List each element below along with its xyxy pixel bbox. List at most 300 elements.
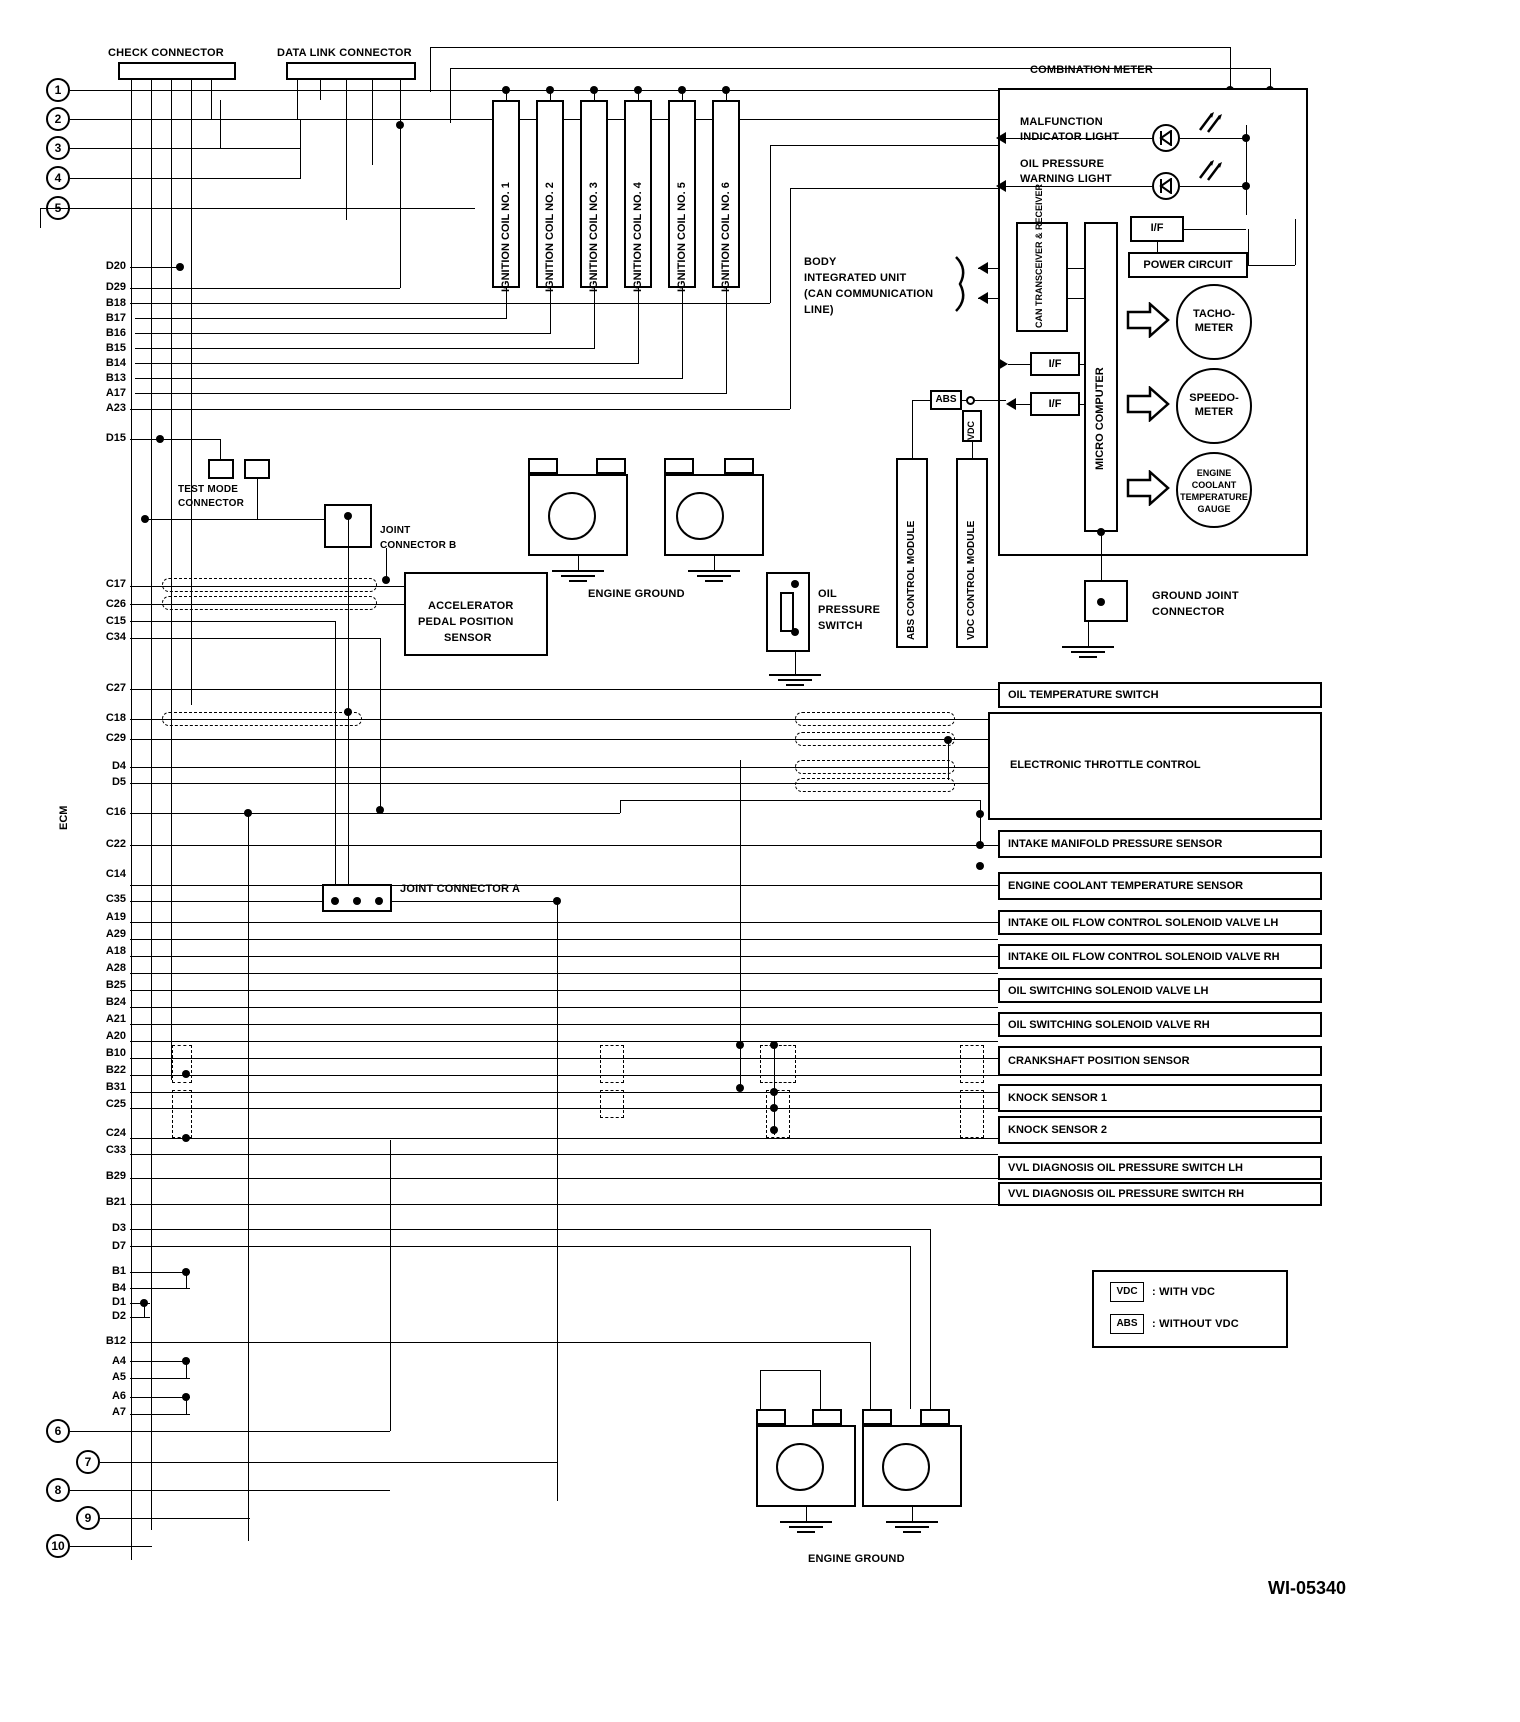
wire: [390, 1140, 391, 1431]
wire: [912, 400, 913, 458]
right-comp-engine-coolant-temperature-sensor: [998, 872, 1322, 900]
terminal-4: 4: [46, 166, 70, 190]
shield-c18: [162, 712, 362, 726]
pin-B25: B25: [105, 979, 126, 991]
pin-B29: B29: [105, 1170, 126, 1182]
wire: [430, 47, 1230, 48]
wire: [135, 363, 639, 364]
switch-node: [966, 396, 975, 405]
mil-label-2: INDICATOR LIGHT: [1020, 131, 1120, 143]
pin-D15: D15: [105, 432, 126, 444]
wire: [1006, 138, 1152, 139]
wire: [130, 885, 998, 886]
vdc-badge-label: VDC: [966, 420, 976, 440]
spark-plug-top-2: [596, 458, 626, 474]
pin-C17: C17: [105, 578, 126, 590]
pin-A20: A20: [105, 1030, 126, 1042]
wire: [335, 621, 336, 901]
right-comp-label: INTAKE OIL FLOW CONTROL SOLENOID VALVE RH: [1008, 950, 1280, 963]
right-comp-crankshaft-position-sensor: [998, 1046, 1322, 1076]
junction-dot: [375, 897, 383, 905]
vdc-control-module-label: VDC CONTROL MODULE: [966, 520, 977, 640]
wire: [70, 1546, 152, 1547]
wire: [135, 333, 551, 334]
right-comp-intake-manifold-pressure-sensor: [998, 830, 1322, 858]
wire: [130, 1397, 190, 1398]
wire: [430, 47, 431, 92]
wire: [130, 638, 380, 639]
wire: [130, 1154, 998, 1155]
junction-dot: [141, 515, 149, 523]
wire: [130, 1041, 998, 1042]
shield-knock-3: [960, 1090, 984, 1138]
ignition-coil-5-label: IGNITION COIL NO. 5: [676, 182, 688, 292]
wire: [130, 1058, 998, 1059]
wire: [1248, 265, 1295, 266]
shield-c25: [172, 1090, 192, 1138]
wire: [130, 1229, 930, 1230]
check-connector-label: CHECK CONNECTOR: [108, 47, 224, 59]
junction-dot: [976, 810, 984, 818]
wire: [1157, 242, 1158, 252]
shield-crank-1: [600, 1045, 624, 1083]
joint-connector-b-label-2: CONNECTOR B: [380, 540, 457, 551]
wire: [130, 409, 790, 410]
pin-C16: C16: [105, 806, 126, 818]
wire: [130, 922, 998, 923]
pin-C25: C25: [105, 1098, 126, 1110]
wire: [130, 973, 998, 974]
wire: [186, 1397, 187, 1414]
terminal-8: 8: [46, 1478, 70, 1502]
wire: [1080, 404, 1086, 405]
junction-dot: [1097, 528, 1105, 536]
wire: [1248, 229, 1249, 265]
wire: [760, 1370, 761, 1409]
wire: [912, 1507, 913, 1521]
junction-dot: [396, 121, 404, 129]
wire: [550, 288, 551, 333]
pin-C18: C18: [105, 712, 126, 724]
pin-B17: B17: [105, 312, 126, 324]
engine-ground-bottom-label: ENGINE GROUND: [808, 1553, 905, 1565]
shield-knock-1: [600, 1090, 624, 1118]
wire: [100, 1462, 557, 1463]
shield-crank-3: [960, 1045, 984, 1083]
wire: [1080, 364, 1086, 365]
ground-symbol-right: [688, 570, 740, 586]
pin-C15: C15: [105, 615, 126, 627]
legend-vdc-label: VDC: [1116, 1286, 1138, 1297]
wire: [70, 148, 220, 149]
wire: [300, 119, 301, 179]
wire: [392, 901, 560, 902]
junction-dot: [176, 263, 184, 271]
junction-dot: [502, 86, 510, 94]
wire: [790, 188, 791, 409]
junction-dot: [182, 1070, 190, 1078]
pin-A17: A17: [105, 387, 126, 399]
engine-circle-bottom-right: [882, 1443, 930, 1491]
pin-B22: B22: [105, 1064, 126, 1076]
combination-meter-label: COMBINATION METER: [1030, 64, 1153, 76]
speedometer-label-2: METER: [1194, 406, 1234, 418]
pin-C24: C24: [105, 1127, 126, 1139]
wire: [1180, 138, 1246, 139]
spark-plug-bottom-1: [756, 1409, 786, 1425]
wire: [770, 145, 998, 146]
oil-pressure-switch-label-1: OIL: [818, 588, 837, 600]
wire: [220, 100, 221, 148]
junction-dot: [791, 628, 799, 636]
junction-dot: [546, 86, 554, 94]
arrow-left-icon: [978, 262, 988, 274]
pin-C29: C29: [105, 732, 126, 744]
wire: [130, 956, 998, 957]
ect-arrow-icon: [1126, 470, 1170, 506]
ground-joint-label-2: CONNECTOR: [1152, 606, 1225, 618]
pin-B12: B12: [105, 1335, 126, 1347]
micro-computer-label: MICRO COMPUTER: [1094, 367, 1106, 470]
shield-c17: [162, 578, 377, 592]
data-link-connector-label: DATA LINK CONNECTOR: [277, 47, 412, 59]
pin-D29: D29: [105, 281, 126, 293]
wire: [130, 1204, 998, 1205]
check-connector-body: [118, 62, 236, 80]
right-comp-electronic-throttle-control: [988, 712, 1322, 820]
wire: [820, 1370, 821, 1409]
wire: [1068, 268, 1084, 269]
wire: [774, 1045, 775, 1135]
pin-C27: C27: [105, 682, 126, 694]
mil-label-1: MALFUNCTION: [1020, 116, 1103, 128]
light-rays-icon: [1196, 158, 1222, 184]
engine-ground-top-label: ENGINE GROUND: [588, 588, 685, 600]
ignition-coil-1-label: IGNITION COIL NO. 1: [500, 182, 512, 292]
diagram-id: WI-05340: [1268, 1578, 1347, 1598]
wire: [400, 125, 401, 288]
tacho-arrow-icon: [1126, 302, 1170, 338]
wire: [130, 1361, 190, 1362]
junction-dot: [722, 86, 730, 94]
wire: [972, 442, 973, 458]
pin-B14: B14: [105, 357, 126, 369]
wire: [760, 1370, 820, 1371]
arrow-left-icon: [996, 132, 1006, 144]
pin-B31: B31: [105, 1081, 126, 1093]
test-mode-connector-pin2: [244, 459, 270, 479]
wire: [130, 439, 220, 440]
oil-pressure-switch-label-2: PRESSURE: [818, 604, 881, 616]
pin-B1: B1: [111, 1265, 126, 1277]
wire: [130, 1075, 998, 1076]
wire: [130, 990, 998, 991]
wire: [930, 1229, 931, 1409]
junction-dot: [182, 1134, 190, 1142]
junction-dot: [156, 435, 164, 443]
ect-label-4: GAUGE: [1197, 504, 1231, 514]
wire: [135, 393, 727, 394]
wire: [1016, 404, 1030, 405]
spark-plug-top-1: [528, 458, 558, 474]
body-integrated-label-1: BODY: [804, 256, 837, 268]
wire: [1184, 229, 1246, 230]
junction-dot: [353, 897, 361, 905]
pin-D3: D3: [111, 1222, 126, 1234]
ground-symbol-bottom-left: [780, 1521, 832, 1537]
spark-plug-bottom-3: [862, 1409, 892, 1425]
junction-dot: [1242, 182, 1250, 190]
pin-B24: B24: [105, 996, 126, 1008]
pin-B18: B18: [105, 297, 126, 309]
data-link-connector-body: [286, 62, 416, 80]
ect-label-1: ENGINE: [1196, 468, 1232, 478]
junction-dot: [976, 841, 984, 849]
right-comp-knock-sensor-1: [998, 1084, 1322, 1112]
arrow-left-icon: [996, 180, 1006, 192]
accel-label-3: SENSOR: [444, 632, 492, 644]
wire: [130, 813, 620, 814]
right-comp-label: VVL DIAGNOSIS OIL PRESSURE SWITCH LH: [1008, 1162, 1243, 1174]
wire: [948, 740, 949, 780]
wire: [151, 80, 152, 1530]
oil-pressure-switch-element: [780, 592, 794, 632]
wire: [40, 208, 475, 209]
terminal-7: 7: [76, 1450, 100, 1474]
engine-circle-bottom-left: [776, 1443, 824, 1491]
test-mode-connector-pin1: [208, 459, 234, 479]
wire: [806, 1507, 807, 1521]
pin-B21: B21: [105, 1196, 126, 1208]
abs-badge-label: ABS: [935, 394, 957, 405]
wire: [348, 516, 349, 716]
wire: [40, 208, 41, 228]
lamp-glyph-icon: [1158, 130, 1176, 146]
pin-A5: A5: [111, 1371, 126, 1383]
wire: [70, 1490, 390, 1491]
wire: [790, 188, 998, 189]
right-comp-vvl-lh: [998, 1156, 1322, 1180]
wire: [130, 845, 980, 846]
if-label-power: I/F: [1150, 222, 1164, 234]
if-label-1: I/F: [1048, 358, 1062, 370]
pin-C26: C26: [105, 598, 126, 610]
ground-joint-label-1: GROUND JOINT: [1152, 590, 1239, 602]
can-bracket-icon: [952, 255, 976, 313]
wire: [130, 1092, 998, 1093]
wire: [1295, 219, 1296, 265]
junction-dot: [678, 86, 686, 94]
pin-A18: A18: [105, 945, 126, 957]
terminal-2: 2: [46, 107, 70, 131]
light-rays-icon: [1196, 110, 1222, 136]
ground-symbol-bottom-right: [886, 1521, 938, 1537]
junction-dot: [791, 580, 799, 588]
engine-circle-left: [548, 492, 596, 540]
wire: [620, 800, 980, 801]
wire: [135, 378, 683, 379]
wire: [1068, 298, 1084, 299]
wire: [980, 800, 981, 845]
shield-b10: [172, 1045, 192, 1083]
junction-dot: [382, 576, 390, 584]
wire: [220, 439, 221, 459]
right-comp-knock-sensor-2: [998, 1116, 1322, 1144]
wire: [135, 318, 507, 319]
wire: [145, 519, 335, 520]
shield-etc-1: [795, 712, 955, 726]
pin-A21: A21: [105, 1013, 126, 1025]
pin-A23: A23: [105, 402, 126, 414]
right-comp-label: ENGINE COOLANT TEMPERATURE SENSOR: [1008, 880, 1244, 892]
right-comp-label: CRANKSHAFT POSITION SENSOR: [1008, 1055, 1190, 1067]
right-comp-label: OIL SWITCHING SOLENOID VALVE RH: [1008, 1018, 1210, 1031]
shield-etc-4: [795, 778, 955, 792]
ground-symbol-ops: [769, 674, 821, 690]
wire: [770, 145, 771, 303]
right-comp-label: OIL SWITCHING SOLENOID VALVE LH: [1008, 984, 1209, 997]
pin-D2: D2: [111, 1310, 126, 1322]
wire: [130, 267, 180, 268]
wire: [557, 901, 558, 1501]
if-label-2: I/F: [1048, 398, 1062, 410]
pin-D4: D4: [111, 760, 126, 772]
legend-abs-label: ABS: [1116, 1318, 1138, 1329]
wire: [130, 1272, 190, 1273]
legend-vdc-text: : WITH VDC: [1152, 1286, 1216, 1298]
right-comp-label: KNOCK SENSOR 2: [1008, 1124, 1108, 1136]
wire: [450, 68, 451, 123]
right-comp-label: INTAKE OIL FLOW CONTROL SOLENOID VALVE LH: [1008, 916, 1279, 929]
wire: [578, 556, 579, 570]
wire: [912, 400, 932, 401]
pin-D1: D1: [111, 1296, 126, 1308]
ignition-coil-6-label: IGNITION COIL NO. 6: [720, 182, 732, 292]
pin-B16: B16: [105, 327, 126, 339]
wire: [620, 800, 621, 813]
terminal-6: 6: [46, 1419, 70, 1443]
junction-dot: [1242, 134, 1250, 142]
joint-connector-b-label-1: JOINT: [380, 525, 411, 536]
wire: [130, 1178, 998, 1179]
tachometer-label-1: TACHO-: [1193, 308, 1235, 320]
ect-label-2: COOLANT: [1191, 480, 1237, 490]
right-comp-intake-oil-flow-rh: [998, 944, 1322, 969]
ect-label-3: TEMPERATURE: [1180, 492, 1248, 502]
right-comp-oil-temperature-switch: [998, 682, 1322, 708]
pin-D5: D5: [111, 776, 126, 788]
pin-C33: C33: [105, 1144, 126, 1156]
junction-dot: [590, 86, 598, 94]
wire: [638, 288, 639, 363]
pin-C14: C14: [105, 868, 126, 880]
right-comp-label: ELECTRONIC THROTTLE CONTROL: [1010, 759, 1201, 771]
abs-control-module-label: ABS CONTROL MODULE: [906, 520, 917, 640]
wire: [348, 712, 349, 902]
spark-plug-top-3: [664, 458, 694, 474]
wire: [682, 288, 683, 378]
wire: [211, 80, 212, 120]
spark-plug-bottom-2: [812, 1409, 842, 1425]
terminal-1: 1: [46, 78, 70, 102]
right-comp-oil-switching-rh: [998, 1012, 1322, 1037]
wire: [297, 80, 298, 120]
arrow-left-icon: [978, 292, 988, 304]
wire: [130, 303, 770, 304]
pin-D20: D20: [105, 260, 126, 272]
wire: [130, 1246, 910, 1247]
wire: [130, 621, 335, 622]
oil-pressure-switch-label-3: SWITCH: [818, 620, 863, 632]
wire: [220, 148, 300, 149]
ecm-label: ECM: [58, 805, 70, 830]
wire: [130, 1138, 998, 1139]
oil-warning-label-1: OIL PRESSURE: [1020, 158, 1105, 170]
pin-A4: A4: [111, 1355, 126, 1367]
shield-crank-2: [760, 1045, 796, 1083]
legend-abs-text: : WITHOUT VDC: [1152, 1318, 1239, 1330]
wire: [740, 760, 741, 1050]
wire: [740, 1045, 741, 1090]
wire: [257, 479, 258, 519]
pin-C22: C22: [105, 838, 126, 850]
wire: [346, 80, 347, 220]
wire: [70, 178, 300, 179]
ignition-coil-3-label: IGNITION COIL NO. 3: [588, 182, 600, 292]
wire: [130, 1378, 190, 1379]
speedometer-label-1: SPEEDO-: [1189, 392, 1239, 404]
arrow-right-icon: [998, 358, 1008, 370]
terminal-5: 5: [46, 196, 70, 220]
wire: [714, 556, 715, 570]
pin-A6: A6: [111, 1390, 126, 1402]
spark-plug-bottom-4: [920, 1409, 950, 1425]
pin-B13: B13: [105, 372, 126, 384]
terminal-9: 9: [76, 1506, 100, 1530]
spark-plug-top-4: [724, 458, 754, 474]
pin-B10: B10: [105, 1047, 126, 1059]
accel-label-1: ACCELERATOR: [428, 600, 514, 612]
wire: [910, 1246, 911, 1409]
shield-etc-2: [795, 732, 955, 746]
right-comp-vvl-rh: [998, 1182, 1322, 1206]
wire: [380, 638, 381, 810]
speedo-arrow-icon: [1126, 386, 1170, 422]
terminal-10: 10: [46, 1534, 70, 1558]
shield-etc-3: [795, 760, 955, 774]
wire: [130, 1024, 998, 1025]
tachometer-label-2: METER: [1194, 322, 1234, 334]
pin-A7: A7: [111, 1406, 126, 1418]
body-integrated-label-3: (CAN COMMUNICATION: [804, 288, 934, 300]
wire: [144, 1303, 145, 1317]
wire: [130, 1414, 190, 1415]
pin-A28: A28: [105, 962, 126, 974]
wire: [130, 939, 998, 940]
wire: [131, 80, 132, 1560]
wire: [1006, 186, 1152, 187]
pin-A29: A29: [105, 928, 126, 940]
pin-A19: A19: [105, 911, 126, 923]
wire: [1101, 532, 1102, 580]
wire: [1088, 622, 1089, 646]
wire: [130, 1342, 870, 1343]
wire: [1008, 364, 1030, 365]
wire: [186, 1361, 187, 1378]
wire: [130, 288, 400, 289]
wire: [130, 689, 998, 690]
wire: [594, 288, 595, 348]
